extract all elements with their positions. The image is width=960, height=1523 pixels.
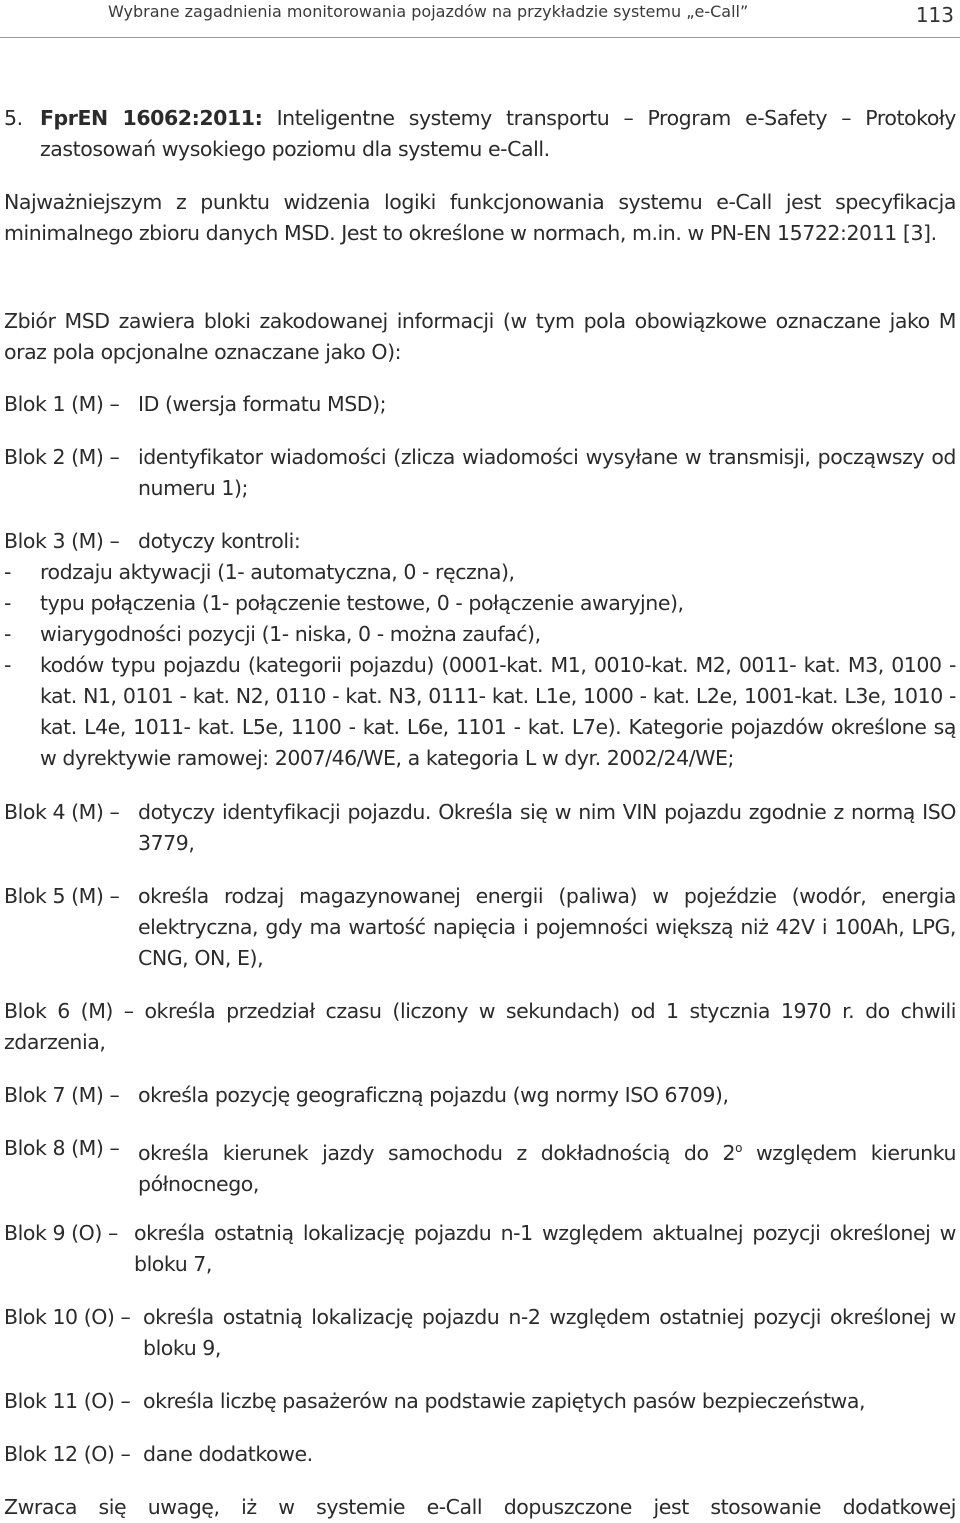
reference-item <box>4 103 956 165</box>
block-6 <box>4 996 956 1058</box>
block-text: dotyczy kontroli: <box>138 529 301 553</box>
paragraph-closing: Zwraca się uwagę, iż w systemie e-Call dopuszczone jest stosowanie dodatkowej <box>4 1495 956 1519</box>
block-11 <box>4 1386 956 1417</box>
block-label: Blok 3 (M) – <box>4 529 120 553</box>
list-item: - wiarygodności pozycji (1- niska, 0 - można zaufać), <box>4 619 956 650</box>
block-7 <box>4 1080 956 1111</box>
block-1 <box>4 389 956 420</box>
block-label: Blok 1 (M) – <box>4 392 120 416</box>
block-text: określa pozycję geograficzną pojazdu (wg normy ISO 6709), <box>138 1083 729 1107</box>
list-item: - typu połączenia (1- połączenie testowe, 0 - połączenie awaryjne), <box>4 588 956 619</box>
block-text: dane dodatkowe. <box>143 1442 313 1466</box>
list-dash: - <box>4 560 11 584</box>
reference-code: FprEN 16062:2011: <box>40 106 263 130</box>
degree-superscript: o <box>735 1141 743 1155</box>
paragraph-msd-intro: Najważniejszym z punktu widzenia logiki funkcjonowania systemu e-Call jest specyfikacja minimalnego zbioru danych MSD. Jest to określone w normach, m.in. w PN-EN 15722:2011 [3]. <box>4 190 956 245</box>
block-label: Blok 2 (M) – <box>4 445 120 469</box>
block-label: Blok 10 (O) – <box>4 1305 131 1329</box>
block-5 <box>4 881 956 974</box>
paragraph-msd-blocks: Zbiór MSD zawiera bloki zakodowanej informacji (w tym pola obowiązkowe oznaczane jako M oraz pola opcjonalne oznaczane jako O): <box>4 309 956 364</box>
block-label: Blok 7 (M) – <box>4 1083 120 1107</box>
block-label: Blok 4 (M) – <box>4 800 120 824</box>
block-10 <box>4 1302 956 1364</box>
block-label: Blok 9 (O) – <box>4 1221 118 1245</box>
control-list <box>4 557 956 774</box>
reference-number: 5. <box>4 106 23 130</box>
block-text: określa rodzaj magazynowanej energii (paliwa) w pojeździe (wodór, energia elektryczna, gdy ma wartość napięcia i pojemności większą niż 42V i 100Ah, LPG, CNG, ON, E), <box>138 884 956 970</box>
running-head: Wybrane zagadnienia monitorowania pojazdów na przykładzie systemu „e-Call” <box>108 2 749 21</box>
block-text: ID (wersja formatu MSD); <box>138 392 387 416</box>
block-3 <box>4 526 956 557</box>
list-dash: - <box>4 653 11 677</box>
block-text: określa liczbę pasażerów na podstawie zapiętych pasów bezpieczeństwa, <box>143 1389 866 1413</box>
block-text: dotyczy identyfikacji pojazdu. Określa się w nim VIN pojazdu zgodnie z normą ISO 3779, <box>138 800 956 855</box>
block-label: Blok 12 (O) – <box>4 1442 131 1466</box>
page-header <box>0 0 960 38</box>
list-dash: - <box>4 622 11 646</box>
list-dash: - <box>4 591 11 615</box>
block-label: Blok 8 (M) – <box>4 1136 120 1160</box>
block-label: Blok 6 (M) – <box>4 999 145 1023</box>
block-12 <box>4 1439 956 1470</box>
block-9 <box>4 1218 956 1280</box>
block-label: Blok 5 (M) – <box>4 884 120 908</box>
block-text: określa ostatnią lokalizację pojazdu n-1 względem aktualnej pozycji określonej w bloku 7, <box>134 1221 956 1276</box>
list-item: - kodów typu pojazdu (kategorii pojazdu) (0001-kat. M1, 0010-kat. M2, 0011- kat. M3, 0100 - kat. N1, 0101 - kat. N2, 0110 - kat. N3, 0111- kat. L1e, 1000 - kat. L2e, 1001-kat. L3e, 1010 - kat. L4e, 1011- kat. L5e, 1100 - kat. L6e, 1101 - kat. L7e). Kategorie pojazdów określone są w dyrektywie ramowej: 2007/46/WE, a kategoria L w dyr. 2002/24/WE; <box>4 650 956 774</box>
list-item: - rodzaju aktywacji (1- automatyczna, 0 - ręczna), <box>4 557 956 588</box>
block-text: określa ostatnią lokalizację pojazdu n-2 względem ostatniej pozycji określonej w bloku 9, <box>143 1305 956 1360</box>
page-number: 113 <box>915 3 954 27</box>
block-text: identyfikator wiadomości (zlicza wiadomości wysyłane w transmisji, począwszy od numeru 1); <box>138 445 956 500</box>
block-2 <box>4 442 956 504</box>
block-8: Blok 8 (M) – określa kierunek jazdy samochodu z dokładnością do 2$^o$ względem kierunku północnego, <box>4 1133 956 1200</box>
reference-text: Inteligentne systemy transportu – Program e-Safety – Protokoły zastosowań wysokiego poziomu dla systemu e-Call. <box>40 106 956 161</box>
block-label: Blok 11 (O) – <box>4 1389 131 1413</box>
block-text: określa kierunek jazdy samochodu z dokładnością do 2 <box>138 1140 736 1165</box>
block-4 <box>4 797 956 859</box>
block-text: określa przedział czasu (liczony w sekundach) od 1 stycznia 1970 r. do chwili zdarzenia, <box>4 999 956 1054</box>
